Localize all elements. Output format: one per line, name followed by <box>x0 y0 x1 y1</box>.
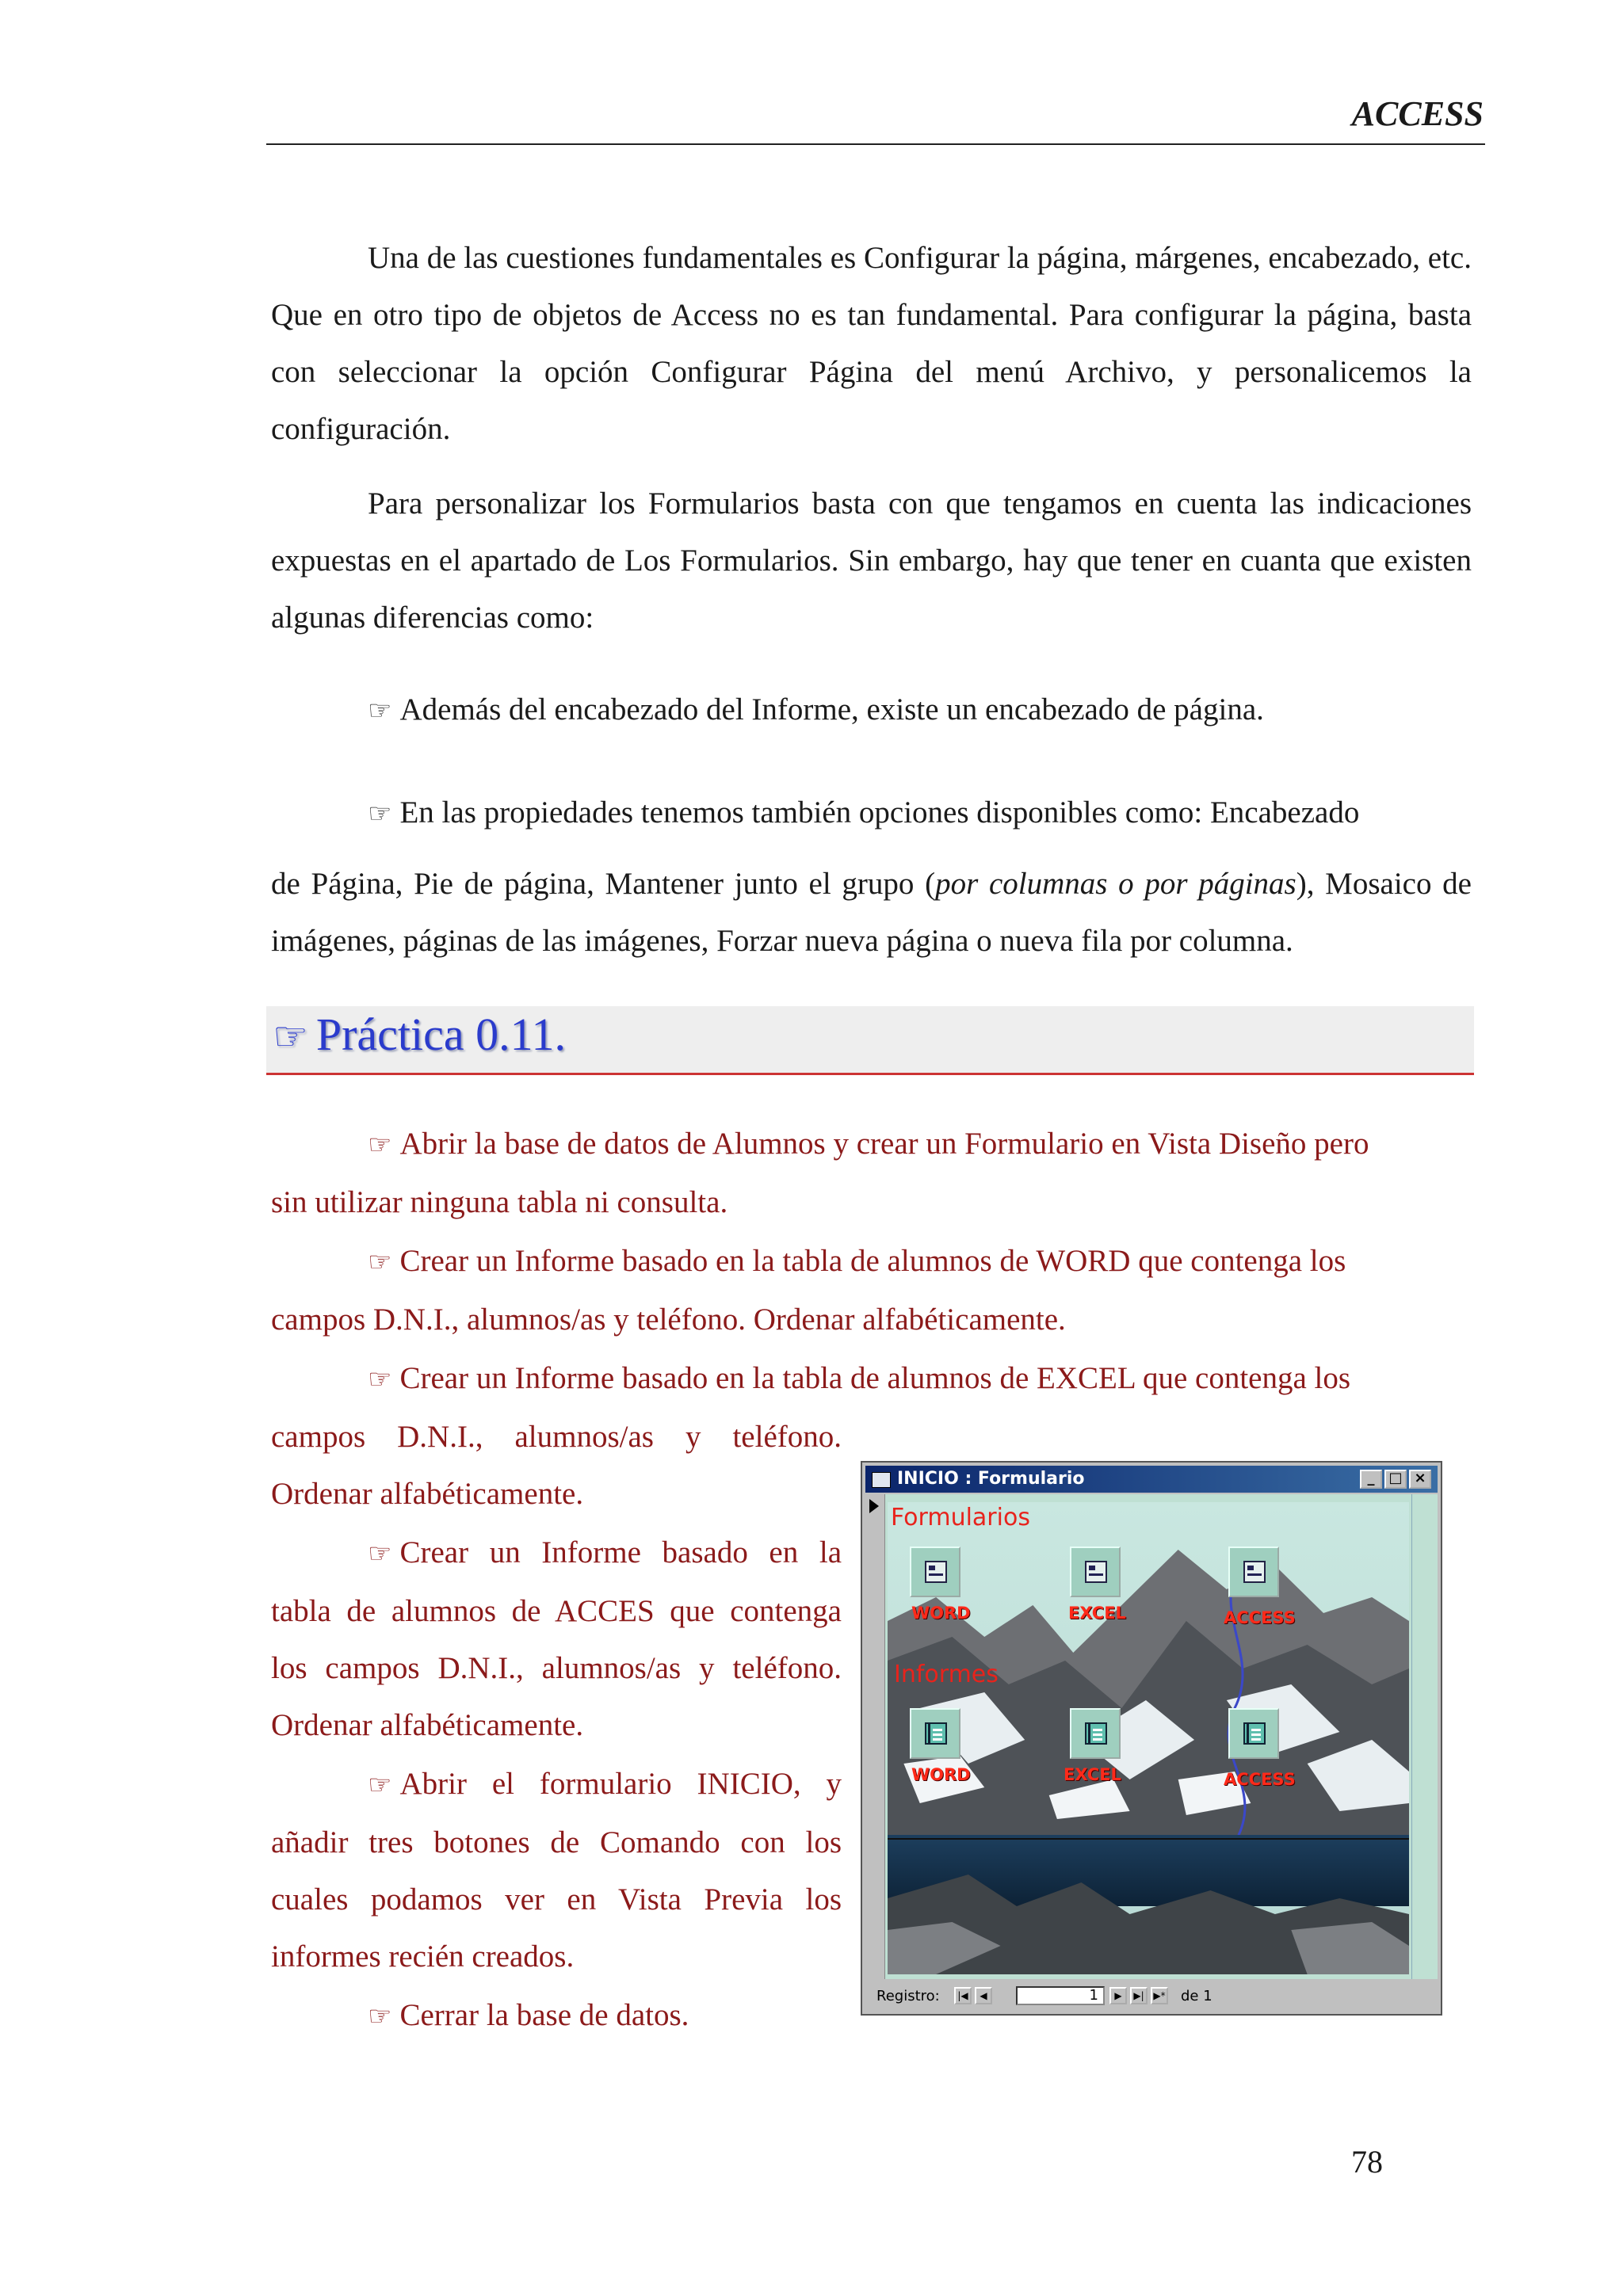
header-title: ACCESS <box>1351 94 1484 133</box>
record-selector[interactable] <box>865 1494 885 1979</box>
task-4-line-4: Ordenar alfabéticamente. <box>271 1708 584 1742</box>
task-text: Crear un Informe basado en la tabla de alumnos de WORD que contenga los <box>399 1244 1346 1278</box>
first-record-button[interactable]: |◀ <box>954 1987 972 2004</box>
report-word-label: WORD <box>911 1765 971 1784</box>
form-icon[interactable] <box>872 1472 891 1488</box>
task-3-continuation: campos D.N.I., alumnos/as y teléfono. <box>271 1420 842 1454</box>
report-excel-button[interactable] <box>1070 1708 1121 1759</box>
task-4-line-3: los campos D.N.I., alumnos/as y teléfono. <box>271 1651 842 1685</box>
paragraph-configurar: Una de las cuestiones fundamentales es Configurar la página, márgenes, encabezado, etc. Que en otro tipo de objetos de Access no es tan fundamental. Para configurar la página, basta con seleccionar la opción Configurar Página del menú Archivo, y personalicemos la configuración. <box>271 241 1472 446</box>
task-3 <box>368 1350 1472 1408</box>
task-text: Crear un Informe basado en la <box>399 1535 842 1569</box>
page-number: 78 <box>1351 2144 1383 2180</box>
pointing-hand-icon: ☞ <box>368 798 392 830</box>
form-excel-label: EXCEL <box>1068 1604 1126 1623</box>
record-pointer-icon <box>869 1499 879 1513</box>
task-6 <box>368 1987 689 2045</box>
bullet-text: En las propiedades tenemos también opciones disponibles como: Encabezado <box>399 795 1360 830</box>
new-record-button[interactable]: ▶* <box>1151 1987 1168 2004</box>
task-5-line-4: informes recién creados. <box>271 1939 575 1974</box>
header-rule <box>266 143 1485 145</box>
task-text: Abrir el formulario INICIO, y <box>399 1767 842 1801</box>
bullet-propiedades <box>368 784 1472 842</box>
window-titlebar[interactable] <box>865 1466 1438 1493</box>
form-word-button[interactable] <box>910 1547 960 1597</box>
close-button[interactable]: × <box>1409 1470 1431 1489</box>
italic-text: por columnas o por páginas <box>935 867 1296 901</box>
mountain-lake-background <box>888 1502 1409 1974</box>
pointing-hand-icon: ☞ <box>273 1013 308 1059</box>
pointing-hand-icon: ☞ <box>368 1538 392 1569</box>
task-4-line-2: tabla de alumnos de ACCES que contenga <box>271 1594 842 1628</box>
report-word-button[interactable] <box>910 1708 960 1759</box>
record-number-input[interactable]: 1 <box>1016 1986 1105 2005</box>
report-icon <box>1085 1722 1107 1745</box>
task-2-continuation: campos D.N.I., alumnos/as y teléfono. Ordenar alfabéticamente. <box>271 1302 1066 1337</box>
task-5 <box>368 1756 842 1814</box>
record-total: de 1 <box>1181 1988 1212 2004</box>
form-icon <box>1085 1561 1107 1583</box>
pointing-hand-icon: ☞ <box>368 1363 392 1395</box>
report-icon <box>925 1722 947 1745</box>
record-navigation-bar <box>865 1982 1438 2011</box>
pointing-hand-icon: ☞ <box>368 1769 392 1801</box>
form-body <box>865 1494 1438 1979</box>
pointing-hand-icon: ☞ <box>368 2000 392 2032</box>
task-2 <box>368 1233 1472 1291</box>
report-access-label: ACCESS <box>1224 1770 1296 1789</box>
task-5-line-2: añadir tres botones de Comando con los <box>271 1825 842 1859</box>
form-icon <box>925 1561 947 1583</box>
section-title-text: Práctica 0.11. <box>315 1009 566 1060</box>
next-record-button[interactable]: ▶ <box>1109 1987 1127 2004</box>
form-access-label: ACCESS <box>1224 1608 1296 1627</box>
report-excel-label: EXCEL <box>1064 1765 1121 1784</box>
maximize-button[interactable]: □ <box>1384 1470 1407 1489</box>
minimize-button[interactable]: _ <box>1360 1470 1382 1489</box>
mountain-lake-image <box>888 1502 1409 1974</box>
section-title <box>273 1008 566 1061</box>
form-icon <box>1243 1561 1266 1583</box>
task-text: Cerrar la base de datos. <box>399 1998 689 2032</box>
previous-record-button[interactable]: ◀ <box>975 1987 992 2004</box>
task-4 <box>368 1524 842 1582</box>
task-5-line-3: cuales podamos ver en Vista Previa los <box>271 1882 842 1917</box>
task-text: Crear un Informe basado en la tabla de alumnos de EXCEL que contenga los <box>399 1361 1351 1395</box>
access-form-window <box>861 1461 1442 2016</box>
paragraph-personalizar: Para personalizar los Formularios basta con que tengamos en cuenta las indicaciones expuestas en el apartado de Los Formularios. Sin embargo, hay que tener en cuanta que existen algunas diferencias como: <box>271 486 1472 635</box>
text: ), Mosaico de imágenes, páginas de las imágenes, Forzar nueva página o nueva fila por columna. <box>271 867 1472 958</box>
vertical-scrollbar[interactable] <box>1411 1494 1438 1979</box>
bullet-propiedades-continuation <box>271 856 1472 970</box>
last-record-button[interactable]: ▶| <box>1130 1987 1148 2004</box>
task-1-continuation: sin utilizar ninguna tabla ni consulta. <box>271 1185 728 1219</box>
report-icon <box>1243 1722 1266 1745</box>
text: de Página, Pie de página, Mantener junto el grupo ( <box>271 867 936 901</box>
section-heading-bar <box>266 1006 1474 1075</box>
task-1 <box>368 1116 1472 1173</box>
pointing-hand-icon: ☞ <box>368 695 392 727</box>
formularios-label: Formularios <box>891 1504 1030 1531</box>
pointing-hand-icon: ☞ <box>368 1246 392 1278</box>
report-access-button[interactable] <box>1228 1708 1279 1759</box>
bullet-text: Además del encabezado del Informe, existe un encabezado de página. <box>399 692 1264 727</box>
record-label: Registro: <box>876 1988 940 2004</box>
task-text: Abrir la base de datos de Alumnos y crear un Formulario en Vista Diseño pero <box>399 1127 1369 1161</box>
form-word-label: WORD <box>911 1604 971 1623</box>
informes-label: Informes <box>894 1661 999 1688</box>
window-title: INICIO : Formulario <box>897 1469 1085 1489</box>
form-access-button[interactable] <box>1228 1547 1279 1597</box>
pointing-hand-icon: ☞ <box>368 1129 392 1161</box>
task-3-continuation-2: Ordenar alfabéticamente. <box>271 1477 584 1511</box>
form-excel-button[interactable] <box>1070 1547 1121 1597</box>
bullet-encabezado <box>368 681 1264 739</box>
